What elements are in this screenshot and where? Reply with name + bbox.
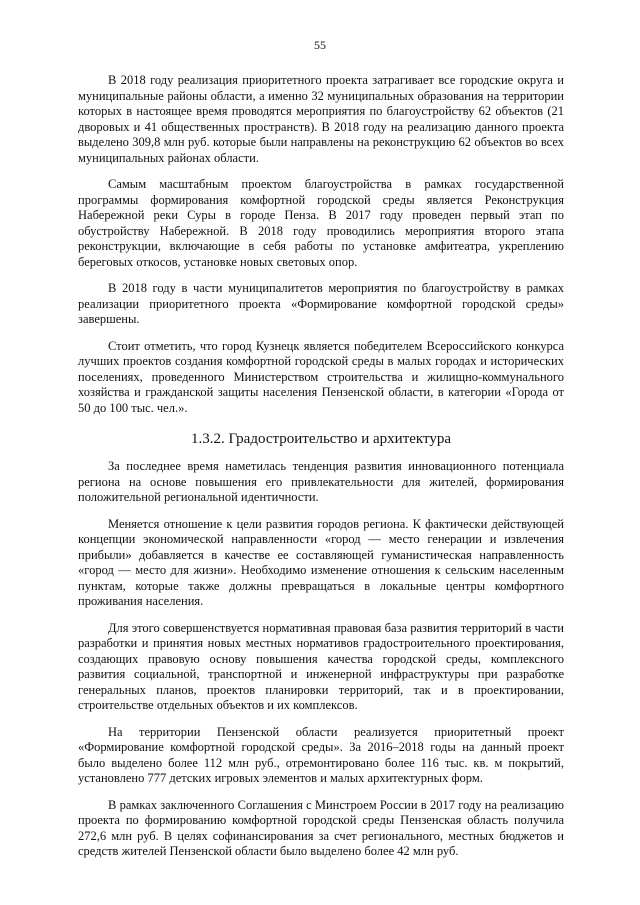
paragraph: Меняется отношение к цели развития городов региона. К фактически действующей концепции экономической направленности «город — место генерации и извлечения прибыли» добавляется в качестве ее составляющей гуманистическая направленность «город — место для жизни». Необходимо изменение отношения к сельским населенным пунктам, которые также должны превращаться в локальные центры комфортного проживания населения.: [78, 516, 564, 608]
paragraph: За последнее время наметилась тенденция развития инновационного потенциала региона на основе повышения его привлекательности для жителей, формирования положительной региональной идентичности.: [78, 459, 564, 504]
section-heading: 1.3.2. Градостроительство и архитектура: [190, 431, 452, 447]
paragraph: В 2018 году реализация приоритетного проекта затрагивает все городские округа и муниципальные районы области, а именно 32 муниципальных образования на территории которых в настоящее время проводятся мероприятия по благоустройству 62 объектов (21 дворовых и 41 общественных пространств). В 2018 году на реализацию данного проекта выделено 309,8 млн руб. которые были направлены на реконструкцию 62 объектов во всех муниципальных районах области.: [78, 73, 564, 165]
paragraph: В рамках заключенного Соглашения с Минстроем России в 2017 году на реализацию проекта по формированию комфортной городской среды Пензенская область получила 272,6 млн руб. В целях софинансирования за счет регионального, местных бюджетов и средств жителей Пензенской области было выделено более 42 млн руб.: [78, 797, 564, 858]
paragraph: Стоит отметить, что город Кузнецк является победителем Всероссийского конкурса лучших проектов создания комфортной городской среды в малых городах и исторических поселениях, проведенного Министерством строительства и жилищно-коммунального хозяйства и гражданской защиты населения Пензенской области, в категории «Города от 50 до 100 тыс. чел.».: [78, 338, 564, 415]
paragraph: В 2018 году в части муниципалитетов мероприятия по благоустройству в рамках реализации приоритетного проекта «Формирование комфортной городской среды» завершены.: [78, 281, 564, 326]
paragraph: Самым масштабным проектом благоустройства в рамках государственной программы формирования комфортной городской среды является Реконструкция Набережной реки Суры в городе Пенза. В 2017 году проведен первый этап по обустройству Набережной. В 2018 году проводились мероприятия второго этапа реконструкции, включающие в себя работы по установке амфитеатра, укреплению береговых откосов, установке новых световых опор.: [78, 177, 564, 269]
document-body: [78, 73, 564, 871]
page-number: 55: [314, 38, 326, 52]
paragraph: На территории Пензенской области реализуется приоритетный проект «Формирование комфортной городской среды». За 2016–2018 годы на данный проект было выделено более 112 млн руб., отремонтировано более 116 тыс. кв. м покрытий, установлено 777 детских игровых элементов и малых архитектурных форм.: [78, 724, 564, 785]
paragraph: Для этого совершенствуется нормативная правовая база развития территорий в части разработки и принятия новых местных нормативов градостроительного проектирования, создающих правовую основу повышения качества городской среды, комплексного развития социальной, транспортной и инженерной инфраструктуры при разработке генеральных планов, проектов планировки территорий, так и в проектировании, строительстве отдельных объектов и их комплексов.: [78, 620, 564, 712]
